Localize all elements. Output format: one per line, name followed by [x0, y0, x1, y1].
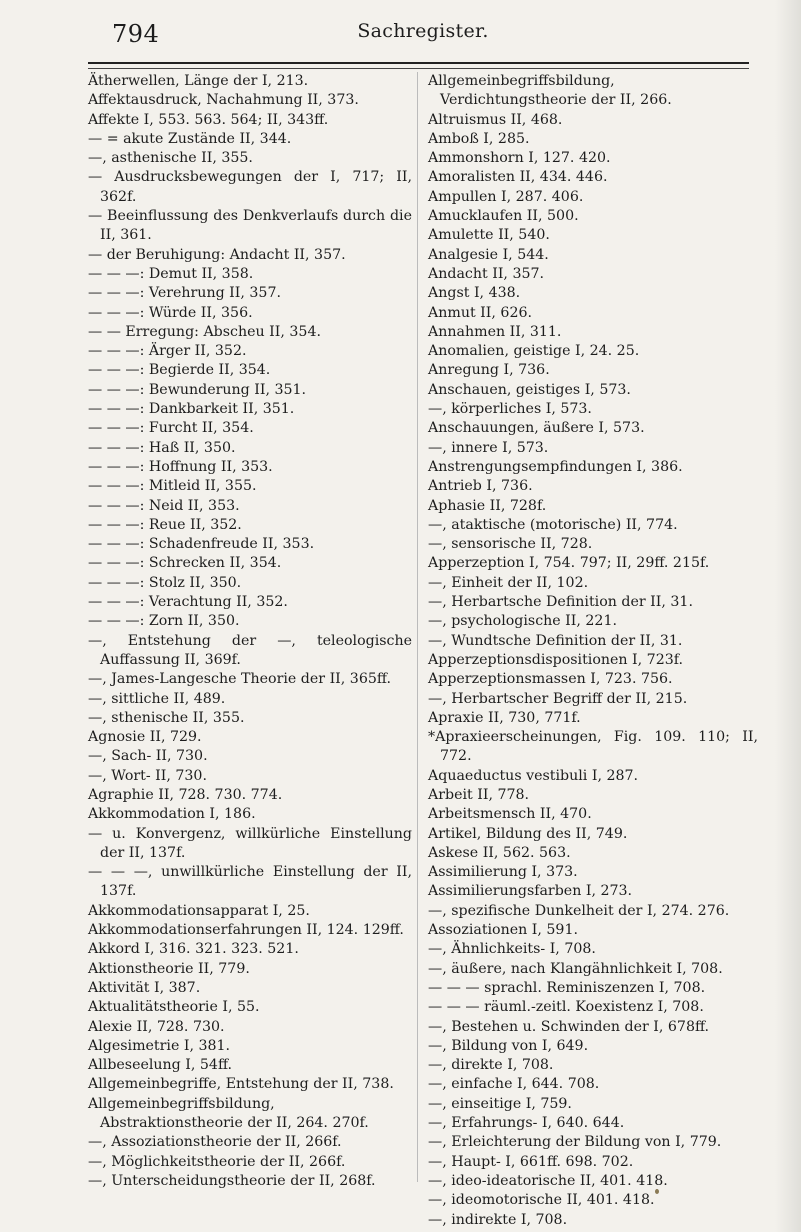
index-entry: —, Haupt- I, 661ff. 698. 702. [428, 1153, 634, 1170]
index-entry: — — —: Stolz II, 350. [88, 574, 242, 591]
column-divider [417, 72, 418, 1182]
index-entry: Allgemeinbegriffe, Entstehung der II, 738. [88, 1076, 394, 1093]
index-entry: — — — räuml.-zeitl. Koexistenz I, 708. [428, 999, 704, 1016]
index-entry: — — —: Schadenfreude II, 353. [88, 536, 315, 553]
index-entry: —, Möglichkeitstheorie der II, 266f. [88, 1153, 346, 1170]
index-entry: Andacht II, 357. [428, 265, 545, 282]
index-entry: — — —: Neid II, 353. [88, 497, 240, 514]
index-entry: — Beeinflussung des Denkverlaufs durch die II, 361. [88, 208, 412, 244]
index-entry: —, ideo-ideatorische II, 401. 418. [428, 1172, 668, 1189]
index-entry: —, Assoziationstheorie der II, 266f. [88, 1134, 342, 1151]
index-entry: Algesimetrie I, 381. [88, 1037, 231, 1054]
index-entry: Assoziationen I, 591. [428, 922, 578, 939]
index-entry: Ammonshorn I, 127. 420. [428, 150, 611, 167]
index-entry: Akkommodationserfahrungen II, 124. 129ff. [88, 922, 404, 939]
index-entry: —, sittliche II, 489. [88, 690, 226, 707]
page-number: 794 [112, 20, 160, 48]
index-entry: — — Erregung: Abscheu II, 354. [88, 323, 321, 340]
index-entry: —, einfache I, 644. 708. [428, 1076, 600, 1093]
index-entry: Apperzeption I, 754. 797; II, 29ff. 215f. [428, 555, 710, 572]
index-entry: —, sensorische II, 728. [428, 536, 593, 553]
index-entry: — — — sprachl. Reminiszenzen I, 708. [428, 979, 706, 996]
index-entry: — — —: Verehrung II, 357. [88, 285, 281, 302]
index-entry: Akkommodation I, 186. [88, 806, 256, 823]
index-entry: — Ausdrucksbewegungen der I, 717; II, 362f. [88, 169, 412, 205]
index-entry: —, Wort- II, 730. [88, 767, 207, 784]
index-entry: —, Wundtsche Definition der II, 31. [428, 632, 683, 649]
index-entry: Artikel, Bildung des II, 749. [428, 825, 628, 842]
header-rule [88, 62, 749, 69]
index-entry: Aquaeductus vestibuli I, 287. [428, 767, 639, 784]
index-entry: Affektausdruck, Nachahmung II, 373. [88, 92, 359, 109]
page-edge-shadow [775, 0, 801, 1232]
index-entry: —, indirekte I, 708. [428, 1211, 568, 1228]
index-entry: — — —: Ärger II, 352. [88, 343, 247, 360]
index-entry: — — —: Zorn II, 350. [88, 613, 240, 630]
index-entry: Allgemeinbegriffsbildung, Abstraktionstheorie der II, 264. 270f. [88, 1095, 369, 1132]
index-entry: Amucklaufen II, 500. [428, 208, 579, 225]
index-entry: —, Sach- II, 730. [88, 748, 208, 765]
index-entry: Anschauungen, äußere I, 573. [428, 420, 645, 437]
index-entry: —, Entstehung der —, teleologische Auffassung II, 369f. [88, 632, 412, 668]
index-entry: —, Einheit der II, 102. [428, 574, 589, 591]
index-entry: — — —: Bewunderung II, 351. [88, 381, 307, 398]
index-entry: Ätherwellen, Länge der I, 213. [88, 73, 309, 89]
index-entry: — — —: Würde II, 356. [88, 304, 253, 321]
index-entry: — — —: Mitleid II, 355. [88, 478, 257, 495]
index-entry: Agnosie II, 729. [88, 729, 202, 746]
index-entry: —, Erfahrungs- I, 640. 644. [428, 1115, 625, 1132]
index-entry: Apraxie II, 730, 771f. [428, 709, 581, 726]
index-entry: Askese II, 562. 563. [428, 844, 571, 861]
index-entry: Anregung I, 736. [428, 362, 550, 379]
running-head: Sachregister. [357, 20, 489, 42]
index-entry: —, Bildung von I, 649. [428, 1037, 589, 1054]
index-entry: — — —: Verachtung II, 352. [88, 594, 288, 611]
index-entry: Aktivität I, 387. [88, 979, 201, 996]
index-entry: Assimilierungsfarben I, 273. [428, 883, 633, 900]
index-entry: —, psychologische II, 221. [428, 613, 617, 630]
index-entry: Amboß I, 285. [428, 130, 530, 147]
index-entry: Altruismus II, 468. [428, 111, 563, 128]
index-entry: Affekte I, 553. 563. 564; II, 343ff. [88, 111, 329, 128]
index-entry: — — —: Hoffnung II, 353. [88, 458, 273, 475]
index-entry: Agraphie II, 728. 730. 774. [88, 786, 283, 803]
index-entry: Anstrengungsempfindungen I, 386. [428, 458, 683, 475]
index-entry: —, Herbartscher Begriff der II, 215. [428, 690, 688, 707]
index-entry: Assimilierung I, 373. [428, 864, 578, 881]
index-entry: — u. Konvergenz, willkürliche Einstellung der II, 137f. [88, 825, 412, 861]
index-entry: Anschauen, geistiges I, 573. [428, 381, 631, 398]
index-entry: —, direkte I, 708. [428, 1057, 554, 1074]
index-entry: — = akute Zustände II, 344. [88, 130, 292, 147]
index-entry: —, äußere, nach Klangähnlichkeit I, 708. [428, 960, 723, 977]
index-entry: —, Ähnlichkeits- I, 708. [428, 941, 596, 958]
paper-speck [655, 1189, 659, 1194]
index-entry: Aphasie II, 728f. [428, 497, 547, 514]
index-entry: — der Beruhigung: Andacht II, 357. [88, 246, 346, 263]
index-entry: Allbeseelung I, 54ff. [88, 1057, 233, 1074]
index-entry: —, einseitige I, 759. [428, 1095, 572, 1112]
index-entry: Apperzeptionsdispositionen I, 723f. [428, 651, 684, 668]
index-entry: —, innere I, 573. [428, 439, 549, 456]
index-entry: Aktualitätstheorie I, 55. [88, 999, 260, 1016]
index-entry: — — —, unwillkürliche Einstellung der II, 137f. [88, 864, 412, 900]
index-entry: Akkord I, 316. 321. 323. 521. [88, 941, 299, 958]
index-entry: — — —: Haß II, 350. [88, 439, 236, 456]
index-entry: Arbeit II, 778. [428, 786, 530, 803]
index-entry: — — —: Furcht II, 354. [88, 420, 254, 437]
index-entry: Annahmen II, 311. [428, 323, 562, 340]
index-entry: Amoralisten II, 434. 446. [428, 169, 608, 186]
index-entry: — — —: Demut II, 358. [88, 265, 254, 282]
index-entry: Angst I, 438. [428, 285, 521, 302]
index-entry: Amulette II, 540. [428, 227, 550, 244]
index-entry: —, Erleichterung der Bildung von I, 779. [428, 1134, 722, 1151]
index-entry: —, ideomotorische II, 401. 418. [428, 1192, 655, 1209]
index-entry: Alexie II, 728. 730. [88, 1018, 225, 1035]
index-entry: Ampullen I, 287. 406. [428, 188, 584, 205]
index-entry: Akkommodationsapparat I, 25. [88, 902, 310, 919]
index-entry: Anmut II, 626. [428, 304, 533, 321]
index-entry: —, Herbartsche Definition der II, 31. [428, 594, 693, 611]
index-entry: —, ataktische (motorische) II, 774. [428, 516, 678, 533]
left-column [88, 72, 412, 1191]
index-entry: *Apraxieerscheinungen, Fig. 109. 110; II, 772. [428, 729, 758, 765]
index-entry: —, Bestehen u. Schwinden der I, 678ff. [428, 1018, 710, 1035]
index-entry: Arbeitsmensch II, 470. [428, 806, 592, 823]
index-entry: — — —: Reue II, 352. [88, 516, 242, 533]
index-entry: —, sthenische II, 355. [88, 709, 245, 726]
index-entry: — — —: Schrecken II, 354. [88, 555, 282, 572]
index-entry: —, Unterscheidungstheorie der II, 268f. [88, 1172, 376, 1189]
index-entry: —, körperliches I, 573. [428, 401, 592, 418]
index-entry: Allgemeinbegriffsbildung, Verdichtungstheorie der II, 266. [428, 73, 672, 109]
index-entry: Antrieb I, 736. [428, 478, 533, 495]
index-entry: —, James-Langesche Theorie der II, 365ff. [88, 671, 391, 688]
index-entry: — — —: Dankbarkeit II, 351. [88, 401, 295, 418]
right-column [428, 72, 758, 1230]
index-entry: — — —: Begierde II, 354. [88, 362, 271, 379]
index-entry: Apperzeptionsmassen I, 723. 756. [428, 671, 673, 688]
page-header [88, 20, 758, 50]
index-entry: —, spezifische Dunkelheit der I, 274. 276. [428, 902, 730, 919]
index-entry: Aktionstheorie II, 779. [88, 960, 250, 977]
index-entry: Analgesie I, 544. [428, 246, 549, 263]
index-entry: Anomalien, geistige I, 24. 25. [428, 343, 640, 360]
index-entry: —, asthenische II, 355. [88, 150, 253, 167]
